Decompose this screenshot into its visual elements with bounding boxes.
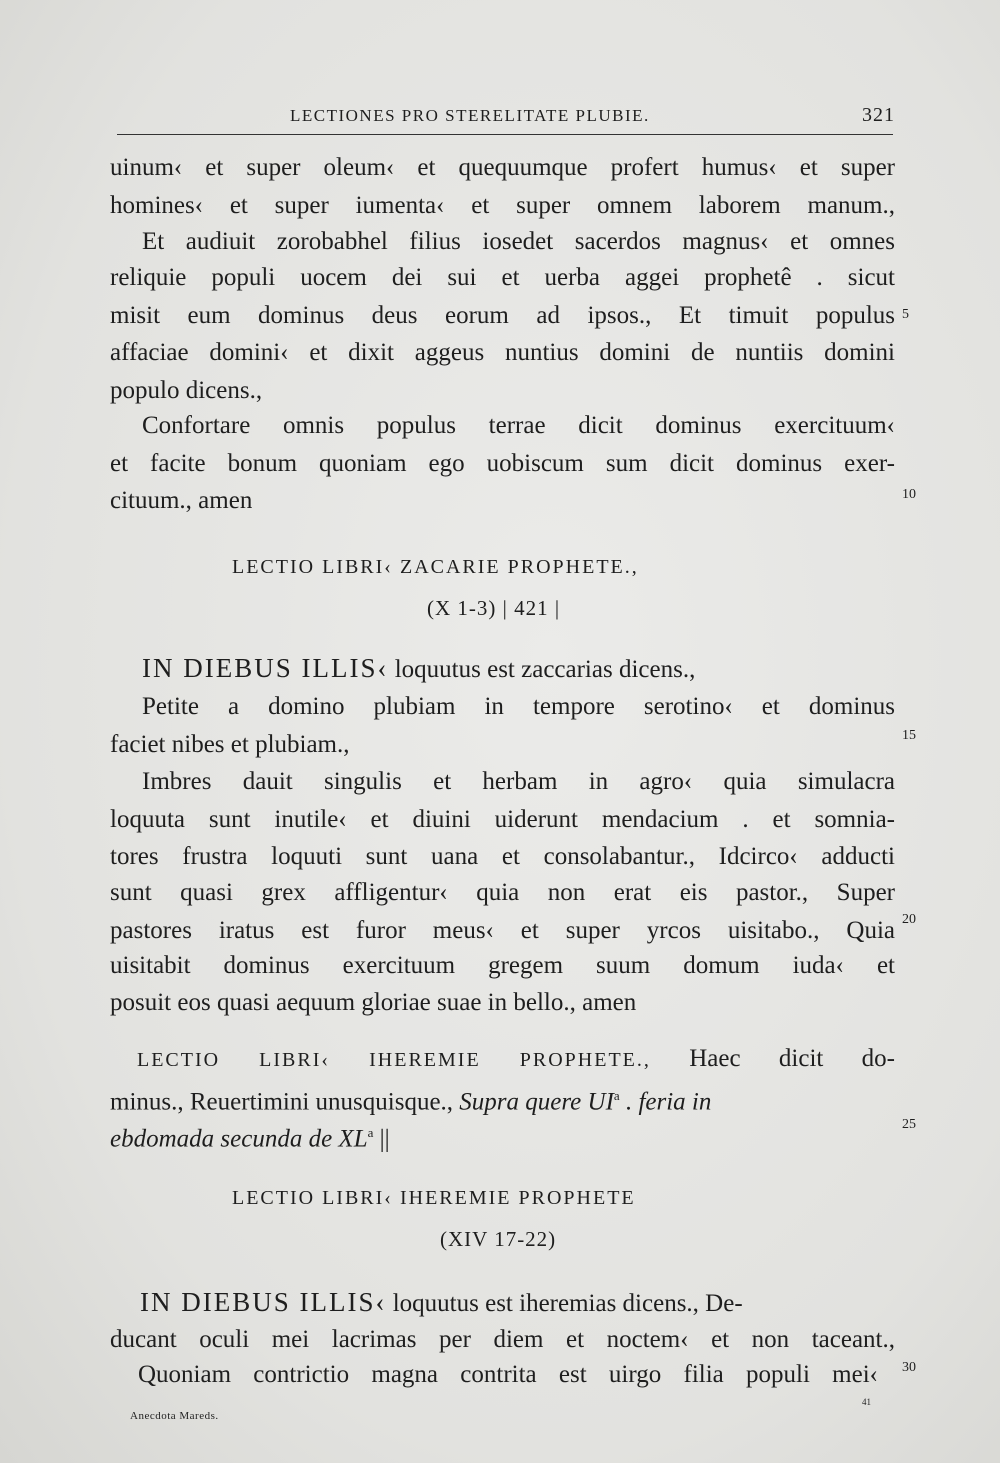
text-run: minus., Reuertimini unusquisque.,: [110, 1088, 454, 1116]
margin-line-number: 30: [902, 1360, 916, 1375]
text-line: uisitabit dominus exercituum gregem suum domum iuda‹ et: [110, 952, 895, 979]
text-line: faciet nibes et plubiam.,: [110, 731, 350, 758]
text-line: homines‹ et super iumenta‹ et super omnem laborem manum.,: [110, 192, 895, 219]
text-line: misit eum dominus deus eorum ad ipsos., Et timuit populus: [110, 302, 895, 329]
text-line: populo dicens.,: [110, 377, 263, 404]
text-line: affaciae domini‹ et dixit aggeus nuntius domini de nuntiis domini: [110, 339, 895, 366]
footer-imprint: Anecdota Mareds.: [130, 1410, 219, 1422]
italic-run: . feria in: [625, 1088, 712, 1116]
text-line: Et audiuit zorobabhel filius iosedet sacerdos magnus‹ et omnes: [142, 228, 895, 255]
text-line: Confortare omnis populus terrae dicit dominus exercituum‹: [142, 412, 895, 439]
text-run: loquutus est zaccarias dicens.,: [394, 656, 696, 683]
text-line: uinum‹ et super oleum‹ et quequumque profert humus‹ et super: [110, 154, 895, 181]
header-rule: [117, 134, 893, 135]
signature-mark: 41: [862, 1397, 871, 1407]
text-line: Imbres dauit singulis et herbam in agro‹ quia simulacra: [142, 768, 895, 795]
text-line: [137, 1044, 895, 1075]
running-title: LECTIONES PRO STERELITATE PLUBIE.: [290, 106, 650, 125]
section-heading: LECTIO LIBRI‹ IHEREMIE PROPHETE.,: [137, 1049, 651, 1071]
superscript: a: [613, 1088, 620, 1103]
text-line: sunt quasi grex affligentur‹ quia non erat eis pastor., Super: [110, 879, 895, 906]
text-line: ducant oculi mei lacrimas per diem et noctem‹ et non taceant.,: [110, 1326, 895, 1353]
section-heading: LECTIO LIBRI‹ IHEREMIE PROPHETE: [232, 1187, 636, 1209]
text-line: [140, 1287, 895, 1319]
margin-line-number: 25: [902, 1117, 916, 1132]
section-reference: (X 1-3) | 421 |: [427, 596, 561, 620]
page-number: 321: [862, 104, 895, 126]
margin-line-number: 20: [902, 912, 916, 927]
margin-line-number: 5: [902, 307, 909, 322]
opening-capitals: IN DIEBUS ILLIS‹: [140, 1287, 387, 1317]
superscript: a: [367, 1125, 374, 1140]
text-line: [142, 653, 895, 685]
italic-run: Supra quere UI: [459, 1088, 614, 1116]
text-run: Haec dicit do-: [689, 1045, 896, 1072]
margin-line-number: 10: [902, 487, 916, 502]
text-line: et facite bonum quoniam ego uobiscum sum dicit dominus exer-: [110, 450, 895, 477]
text-line: tores frustra loquuti sunt uana et consolabantur., Idcirco‹ adducti: [110, 843, 895, 870]
section-reference: (XIV 17-22): [440, 1227, 557, 1251]
section-heading: LECTIO LIBRI‹ ZACARIE PROPHETE.,: [232, 556, 639, 578]
text-line: cituum., amen: [110, 487, 253, 514]
text-line: Quoniam contrictio magna contrita est uirgo filia populi mei‹: [138, 1361, 878, 1388]
text-run: ||: [379, 1125, 390, 1153]
running-head: [115, 100, 895, 130]
text-line: pastores iratus est furor meus‹ et super yrcos uisitabo., Quia: [110, 917, 895, 944]
italic-run: ebdomada secunda de XL: [110, 1125, 368, 1153]
text-line: posuit eos quasi aequum gloriae suae in bello., amen: [110, 989, 637, 1016]
margin-line-number: 15: [902, 728, 916, 743]
text-line: loquuta sunt inutile‹ et diuini uiderunt mendacium . et somnia-: [110, 806, 895, 833]
opening-capitals: IN DIEBUS ILLIS‹: [142, 653, 389, 683]
text-line: [110, 1118, 895, 1154]
text-line: reliquie populi uocem dei sui et uerba aggei prophetê . sicut: [110, 264, 895, 291]
text-run: loquutus est iheremias dicens., De-: [392, 1290, 743, 1317]
text-line: [110, 1081, 895, 1117]
text-line: Petite a domino plubiam in tempore serotino‹ et dominus: [142, 693, 895, 720]
